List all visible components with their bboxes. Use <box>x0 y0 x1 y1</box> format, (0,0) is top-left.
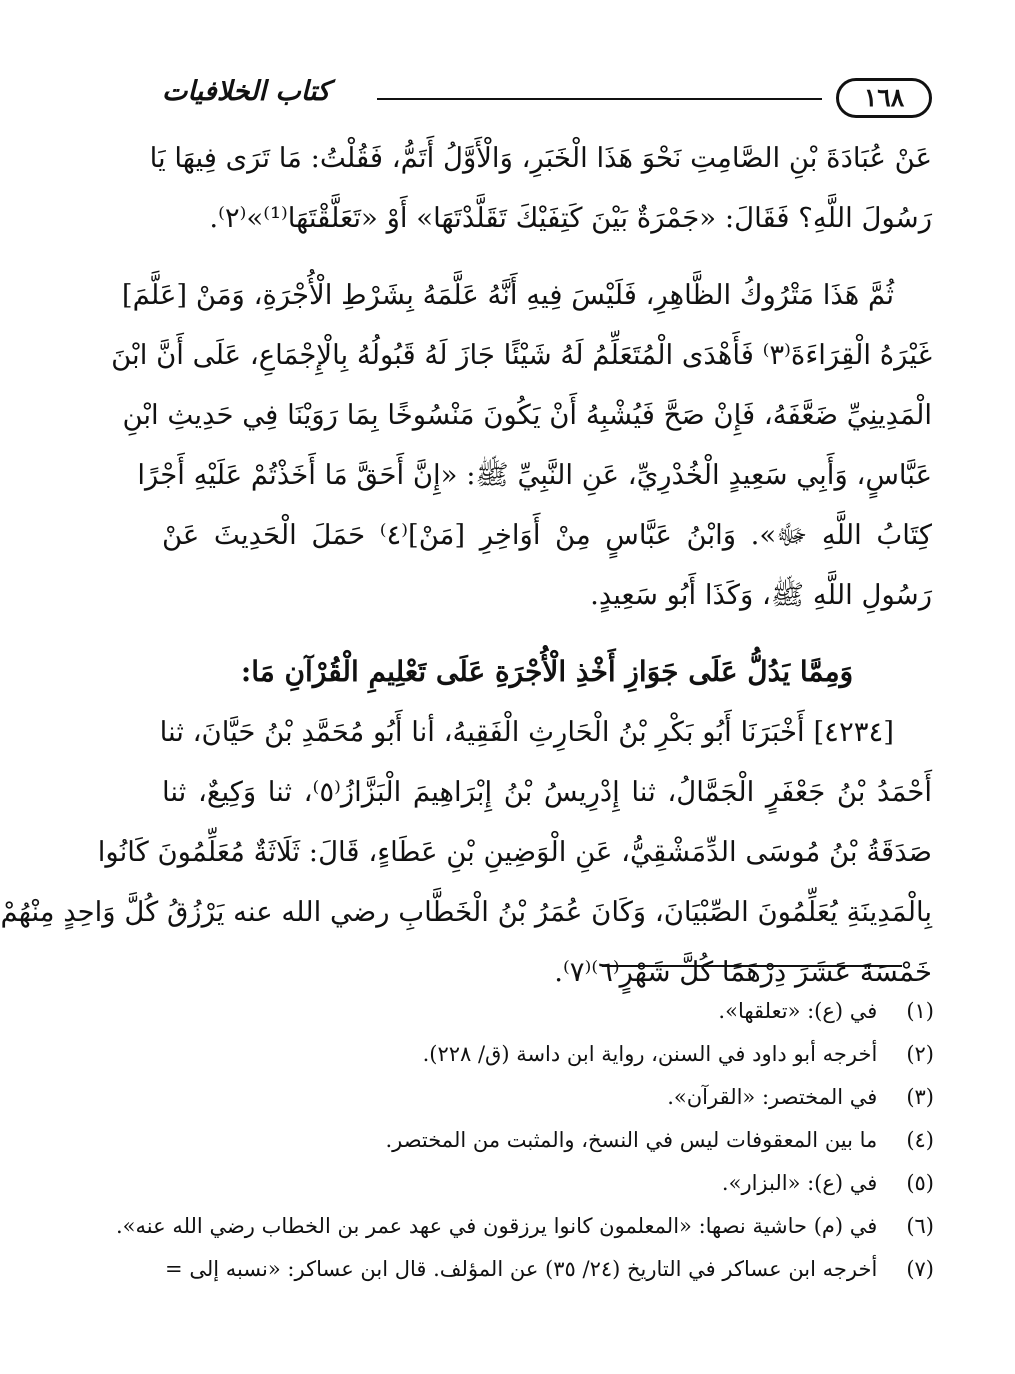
header-rule <box>377 98 822 100</box>
footnote-number: (٥) <box>906 1171 934 1195</box>
text-line: [٤٢٣٤] أَخْبَرَنَا أَبُو بَكْرِ بْنُ الْحَارِثِ الْفَقِيهُ، أنا أَبُو مُحَمَّدِ بْنُ حَيَّانَ، ثنا <box>159 716 894 748</box>
text-line: كِتَابُ اللَّهِ ﷻ». وَابْنُ عَبَّاسٍ مِنْ أَوَاخِرِ [مَنْ]⁽٤⁾ حَمَلَ الْحَدِيثَ عَنْ <box>162 519 932 551</box>
footnote-number: (١) <box>906 999 934 1023</box>
footnote-text: في (ع): «البزار». <box>721 1171 878 1195</box>
footnote-text: أخرجه أبو داود في السنن، رواية ابن داسة (ق/ ٢٢٨). <box>422 1042 878 1066</box>
footnote-item <box>162 1033 934 1076</box>
footnote-number: (٧) <box>906 1257 934 1281</box>
text-line: أَحْمَدُ بْنُ جَعْفَرٍ الْجَمَّالُ، ثنا إِدْرِيسُ بْنُ إِبْرَاهِيمَ الْبَزَّازُ⁽٥⁾، ثنا وَكِيعٌ، ثنا <box>162 776 933 808</box>
footnote-number: (٤) <box>906 1128 934 1152</box>
text-line: بِالْمَدِينَةِ يُعَلِّمُونَ الصِّبْيَانَ، وَكَانَ عُمَرُ بْنُ الْخَطَّابِ رضي الله عنه يَرْزُقُ كُلَّ وَاحِدٍ مِنْهُمْ <box>0 896 932 928</box>
footnotes <box>116 990 934 1291</box>
footnote-number: (٣) <box>906 1085 934 1109</box>
footnote-item <box>116 1205 934 1248</box>
footnote-text: في (م) حاشية نصها: «المعلمون كانوا يرزقون في عهد عمر بن الخطاب رضي الله عنه». <box>116 1214 878 1238</box>
text-line: الْمَدِينِيِّ ضَعَّفَهُ، فَإِنْ صَحَّ فَيُشْبِهُ أَنْ يَكُونَ مَنْسُوخًا بِمَا رَوَيْنَا فِي حَدِيثِ ابْنِ <box>122 399 932 431</box>
footnote-item <box>162 1076 934 1119</box>
footnote-separator <box>602 965 902 967</box>
text-line: عَبَّاسٍ، وَأَبِي سَعِيدٍ الْخُدْرِيِّ، عَنِ النَّبِيِّ ﷺ: «إِنَّ أَحَقَّ مَا أَخَذْتُمْ عَلَيْهِ أَجْرًا <box>137 459 932 491</box>
section-heading: وَمِمَّا يَدُلُّ عَلَى جَوَازِ أَخْذِ الْأُجْرَةِ عَلَى تَعْلِيمِ الْقُرْآنِ مَا: <box>240 655 854 688</box>
main-text <box>0 128 933 1002</box>
footnote-item <box>162 990 934 1033</box>
footnote-text: في المختصر: «القرآن». <box>667 1085 878 1109</box>
footnote-text: أخرجه ابن عساكر في التاريخ (٢٤/ ٣٥) عن المؤلف. قال ابن عساكر: «نسبه إلى = <box>165 1257 878 1281</box>
text-line: عَنْ عُبَادَةَ بْنِ الصَّامِتِ نَحْوَ هَذَا الْخَبَرِ، وَالْأَوَّلُ أَتَمُّ، فَقُلْتُ: مَا تَرَى فِيهَا يَا <box>149 142 932 174</box>
footnote-item <box>162 1162 934 1205</box>
footnote-number: (٢) <box>906 1042 934 1066</box>
footnote-item <box>162 1119 934 1162</box>
footnote-text: ما بين المعقوفات ليس في النسخ، والمثبت من المختصر. <box>385 1128 878 1152</box>
page-header <box>162 70 932 130</box>
text-line: صَدَقَةُ بْنُ مُوسَى الدِّمَشْقِيُّ، عَنِ الْوَضِينِ بْنِ عَطَاءٍ، قَالَ: ثَلَاثَةٌ مُعَلِّمُونَ كَانُوا <box>97 836 932 868</box>
text-line: ثُمَّ هَذَا مَتْرُوكُ الظَّاهِرِ، فَلَيْسَ فِيهِ أَنَّهُ عَلَّمَهُ بِشَرْطِ الْأُجْرَةِ، وَمَنْ [عَلَّمَ] <box>121 279 894 311</box>
book-title: كتاب الخلافيات <box>162 76 331 107</box>
text-line: رَسُولِ اللَّهِ ﷺ، وَكَذَا أَبُو سَعِيدٍ. <box>590 579 932 611</box>
footnote-item <box>162 1248 934 1291</box>
text-line: غَيْرَهُ الْقِرَاءَةَ⁽٣⁾ فَأَهْدَى الْمُتَعَلِّمُ لَهُ شَيْئًا جَازَ لَهُ قَبُولُهُ بِالْإِجْمَاعِ، عَلَى أَنَّ ابْنَ <box>111 339 932 371</box>
footnote-number: (٦) <box>906 1214 934 1238</box>
page-number: ١٦٨ <box>836 78 932 118</box>
text-line: رَسُولَ اللَّهِ؟ فَقَالَ: «جَمْرَةٌ بَيْنَ كَتِفَيْكَ تَقَلَّدْتَهَا» أَوْ «تَعَلَّقْتَهَا⁽¹⁾»⁽٢⁾. <box>209 202 932 234</box>
footnote-text: في (ع): «تعلقها». <box>718 999 878 1023</box>
text-line: خَمْسَةَ عَشَرَ دِرْهَمًا كُلَّ شَهْرٍ⁽٦⁾⁽٧⁾. <box>554 956 932 988</box>
